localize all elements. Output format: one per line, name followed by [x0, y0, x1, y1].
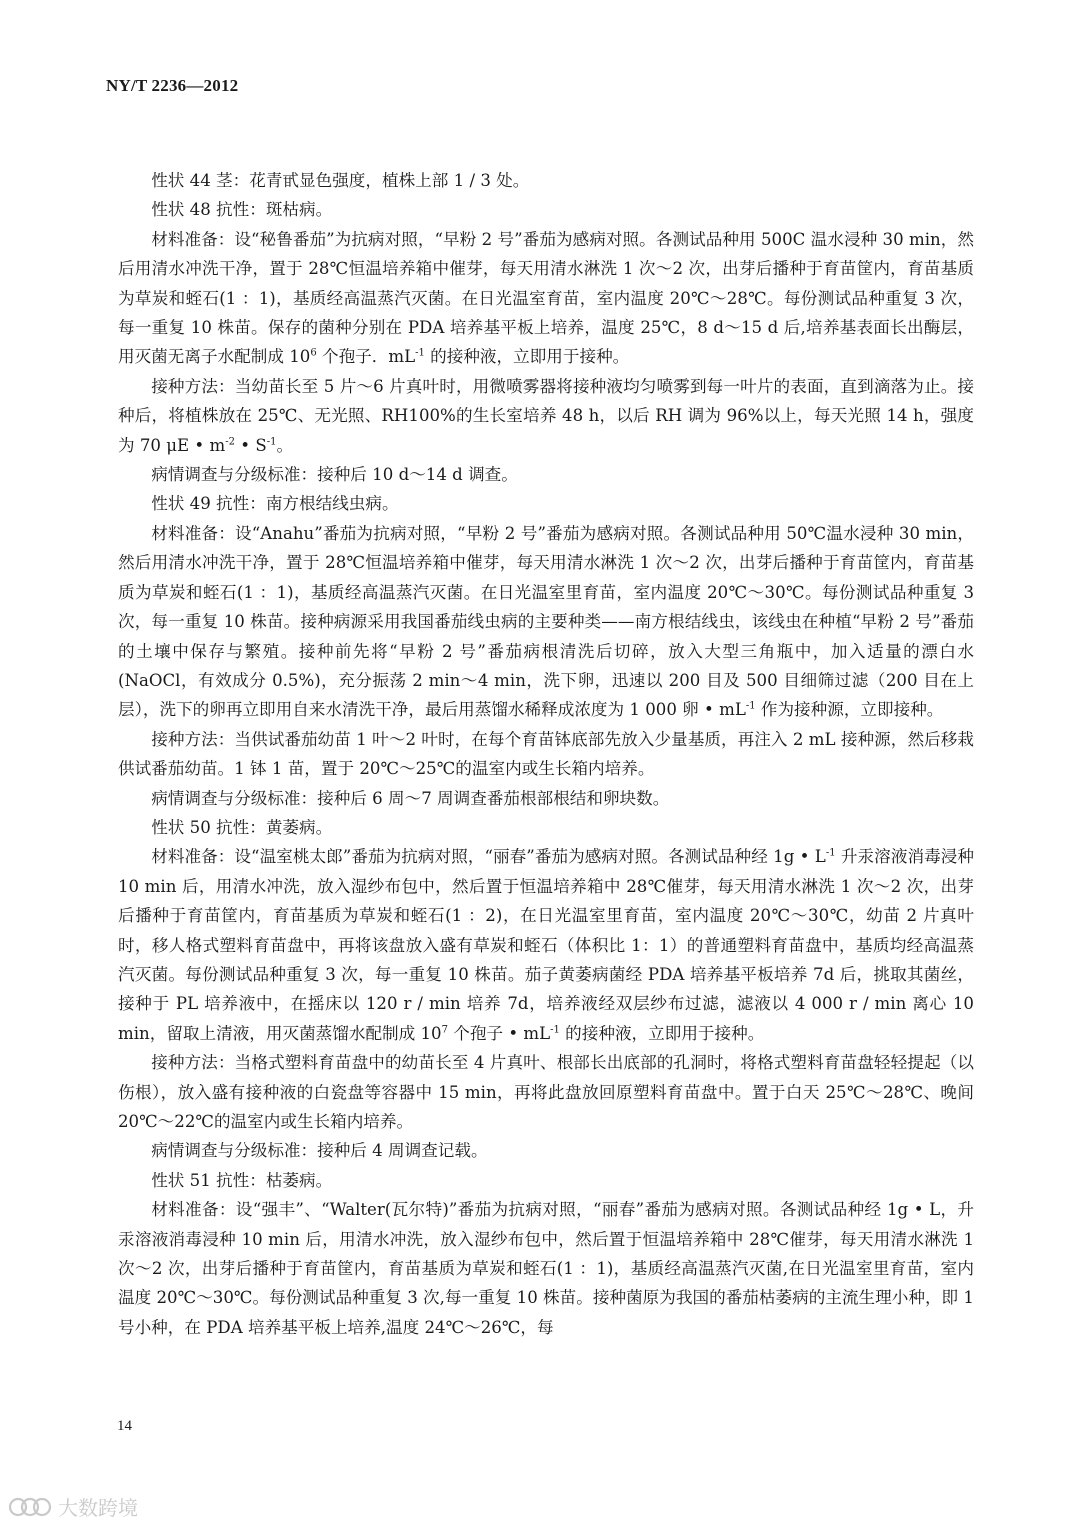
paragraph: 材料准备：设“温室桃太郎”番茄为抗病对照，“丽春”番茄为感病对照。各测试品种经 1g • $L^{-1}$ 升汞溶液消毒浸种 10 min 后，用清水冲洗，放入湿纱布包中，然后置于恒温培养箱中 28℃催芽，每天用清水淋洗 1 次～2 次，出芽后播种于育苗筐内，育苗基质为草炭和蛭石(1 ：2)，在日光温室里育苗，室内温度 20℃～30℃，幼苗 2 片真叶时，移人格式塑料育苗盘中，再将该盘放入盛有草炭和蛭石（体积比 1：1）的普通塑料育苗盘中，基质均经高温蒸汽灭菌。每份测试品种重复 3 次，每一重复 10 株苗。茄子黄萎病菌经 PDA 培养基平板培养 7d 后，挑取其菌丝，接种于 PL 培养液中，在摇床以 120 r / min 培养 7d，培养液经双层纱布过滤，滤液以 4 000 r / min 离心 10 min，留取上清液，用灭菌蒸馏水配制成 $10^7$ 个孢子 • $mL^{-1}$ 的接种液，立即用于接种。	[118, 847, 974, 1043]
page-number: 14	[117, 1418, 132, 1434]
standard-code: NY/T 2236—2012	[106, 76, 239, 95]
paragraph: 性状 49 抗性：南方根结线虫病。	[151, 494, 399, 514]
paragraph: 材料准备：设“强丰”、“Walter(瓦尔特)”番茄为抗病对照，“丽春”番茄为感病对照。各测试品种经 1g • L，升汞溶液消毒浸种 10 min 后，用清水冲洗，放入湿纱布包中，然后置于恒温培养箱中 28℃催芽，每天用清水淋洗 1 次～2 次，出芽后播种于育苗筐内，育苗基质为草炭和蛭石(1 ：1)，基质经高温蒸汽灭菌,在日光温室里育苗，室内温度 20℃～30℃。每份测试品种重复 3 次,每一重复 10 株苗。接种菌原为我国的番茄枯萎病的主流生理小种，即 1 号小种，在 PDA 培养基平板上培养,温度 24℃～26℃，每	[118, 1200, 974, 1337]
paragraph: 接种方法：当供试番茄幼苗 1 叶～2 叶时，在每个育苗钵底部先放入少量基质，再注入 2 mL 接种源，然后移栽供试番茄幼苗。1 钵 1 苗，置于 20℃～25℃的温室内或生长箱内培养。	[118, 729, 974, 779]
paragraph: 接种方法：当幼苗长至 5 片～6 片真叶时，用微喷雾器将接种液均匀喷雾到每一叶片的表面，直到滴落为止。接种后，将植株放在 25℃、无光照、RH100%的生长室培养 48 h，以后 RH 调为 96%以上，每天光照 14 h，强度为 70 μE • $m^{-2}$ • $S^{-1}$。	[118, 376, 974, 455]
document-body	[118, 166, 974, 1342]
watermark-text: 大数跨境	[58, 1496, 138, 1520]
paragraph: 病情调查与分级标准：接种后 4 周调查记载。	[151, 1141, 488, 1161]
paragraph: 材料准备：设“秘鲁番茄”为抗病对照，“早粉 2 号”番茄为感病对照。各测试品种用 500C 温水浸种 30 min，然后用清水冲洗干净，置于 28℃恒温培养箱中催芽，每天用清水淋洗 1 次～2 次，出芽后播种于育苗筐内，育苗基质为草炭和蛭石(1 ：1)，基质经高温蒸汽灭菌。在日光温室育苗，室内温度 20℃～28℃。每份测试品种重复 3 次，每一重复 10 株苗。保存的菌种分别在 PDA 培养基平板上培养，温度 25℃，8 d～15 d 后,培养基表面长出酶层，用灭菌无离子水配制成 $10^6$ 个孢子．$mL^{-1}$ 的接种液，立即用于接种。	[118, 229, 974, 367]
paragraph: 接种方法：当格式塑料育苗盘中的幼苗长至 4 片真叶、根部长出底部的孔洞时，将格式塑料育苗盘轻轻提起（以伤根），放入盛有接种液的白瓷盘等容器中 15 min，再将此盘放回原塑料育苗盘中。置于白天 25℃～28℃、晚间 20℃～22℃的温室内或生长箱内培养。	[118, 1053, 974, 1131]
paragraph: 材料准备：设“Anahu”番茄为抗病对照，“早粉 2 号”番茄为感病对照。各测试品种用 50℃温水浸种 30 min，然后用清水冲洗干净，置于 28℃恒温培养箱中催芽，每天用清水淋洗 1 次～2 次，出芽后播种于育苗筐内，育苗基质为草炭和蛭石(1 ：1)，基质经高温蒸汽灭菌。在日光温室里育苗，室内温度 20℃～30℃。每份测试品种重复 3 次，每一重复 10 株苗。接种病源采用我国番茄线虫病的主要种类——南方根结线虫，该线虫在种植“早粉 2 号”番茄的土壤中保存与繁殖。接种前先将“早粉 2 号”番茄病根清洗后切碎，放入大型三角瓶中，加入适量的漂白水(NaOCl，有效成分 0.5%)，充分振荡 2 min～4 min，洗下卵，迅速以 200 目及 500 目细筛过滤（200 目在上层），洗下的卵再立即用自来水清洗干净，最后用蒸馏水稀释成浓度为 1 000 卵 • $mL^{-1}$ 作为接种源，立即接种。	[118, 523, 974, 720]
paragraph: 病情调查与分级标准：接种后 6 周～7 周调查番茄根部根结和卵块数。	[151, 788, 670, 808]
paragraph: 病情调查与分级标准：接种后 10 d～14 d 调查。	[151, 465, 518, 485]
paragraph: 性状 44 茎：花青甙显色强度，植株上部 1 / 3 处。	[151, 171, 530, 190]
paragraph: 性状 48 抗性：斑枯病。	[151, 200, 333, 220]
paragraph: 性状 51 抗性：枯萎病。	[151, 1170, 333, 1190]
watermark-logo-icon	[8, 1495, 52, 1519]
paragraph: 性状 50 抗性：黄萎病。	[151, 817, 333, 837]
watermark	[8, 1492, 138, 1521]
